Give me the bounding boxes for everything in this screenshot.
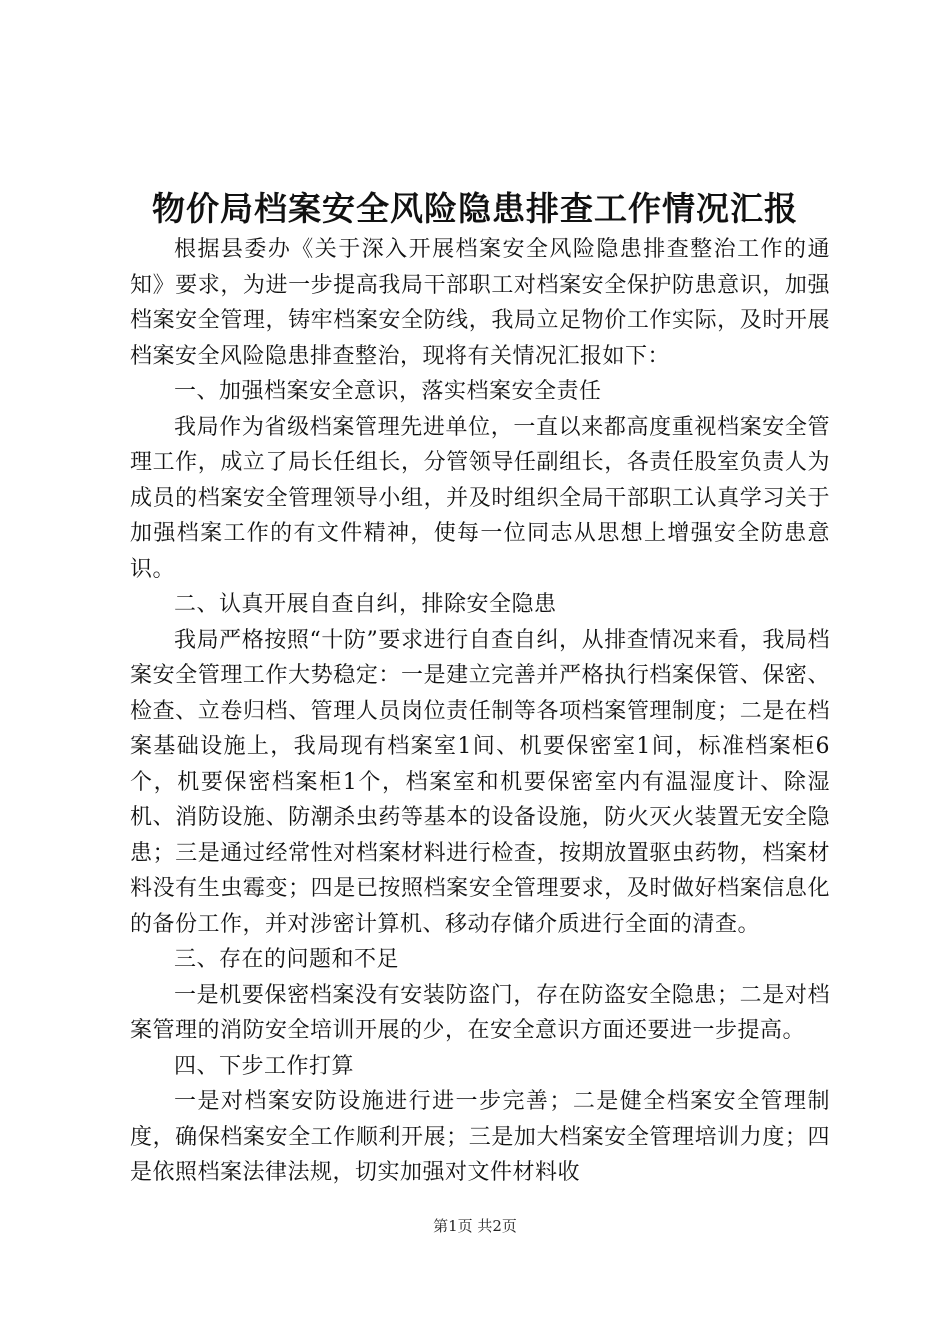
section-2-body: 我局严格按照“十防”要求进行自查自纠，从排查情况来看，我局档案安全管理工作大势稳定：一是建立完善并严格执行档案保管、保密、检查、立卷归档、管理人员岗位责任制等各项档案管理制度；二是在档案基础设施上，我局现有档案室1间、机要保密室1间，标准档案柜6个，机要保密档案柜1个，档案室和机要保密室内有温湿度计、除湿机、消防设施、防潮杀虫药等基本的设备设施，防火灭火装置无安全隐患；三是通过经常性对档案材料进行检查，按期放置驱虫药物，档案材料没有生虫霉变；四是已按照档案安全管理要求，及时做好档案信息化的备份工作，并对涉密计算机、移动存储介质进行全面的清查。 [130, 627, 830, 937]
intro-paragraph: 根据县委办《关于深入开展档案安全风险隐患排查整治工作的通知》要求，为进一步提高我局干部职工对档案安全保护防患意识，加强档案安全管理，铸牢档案安全防线，我局立足物价工作实际，及时开展档案安全风险隐患排查整治，现将有关情况汇报如下： [130, 237, 830, 369]
section-1-heading: 一、加强档案安全意识，落实档案安全责任 [174, 379, 602, 404]
section-3-body: 一是机要保密档案没有安装防盗门，存在防盗安全隐患；二是对档案管理的消防安全培训开展的少，在安全意识方面还要进一步提高。 [130, 982, 830, 1043]
section-4-heading: 四、下步工作打算 [174, 1053, 355, 1079]
section-2-heading: 二、认真开展自查自纠，排除安全隐患 [174, 592, 557, 617]
document-body [130, 232, 830, 1191]
section-3-heading: 三、存在的问题和不足 [174, 947, 400, 972]
section-1-body: 我局作为省级档案管理先进单位，一直以来都高度重视档案安全管理工作，成立了局长任组长，分管领导任副组长，各责任股室负责人为成员的档案安全管理领导小组，并及时组织全局干部职工认真学习关于加强档案工作的有文件精神，使每一位同志从思想上增强安全防患意识。 [130, 414, 830, 582]
section-4-body: 一是对档案安防设施进行进一步完善；二是健全档案安全管理制度，确保档案安全工作顺利开展；三是加大档案安全管理培训力度；四是依照档案法律法规，切实加强对文件材料收 [130, 1089, 830, 1185]
document-title: 物价局档案安全风险隐患排查工作情况汇报 [152, 189, 798, 228]
page-number-footer: 第1页 共2页 [433, 1217, 517, 1235]
